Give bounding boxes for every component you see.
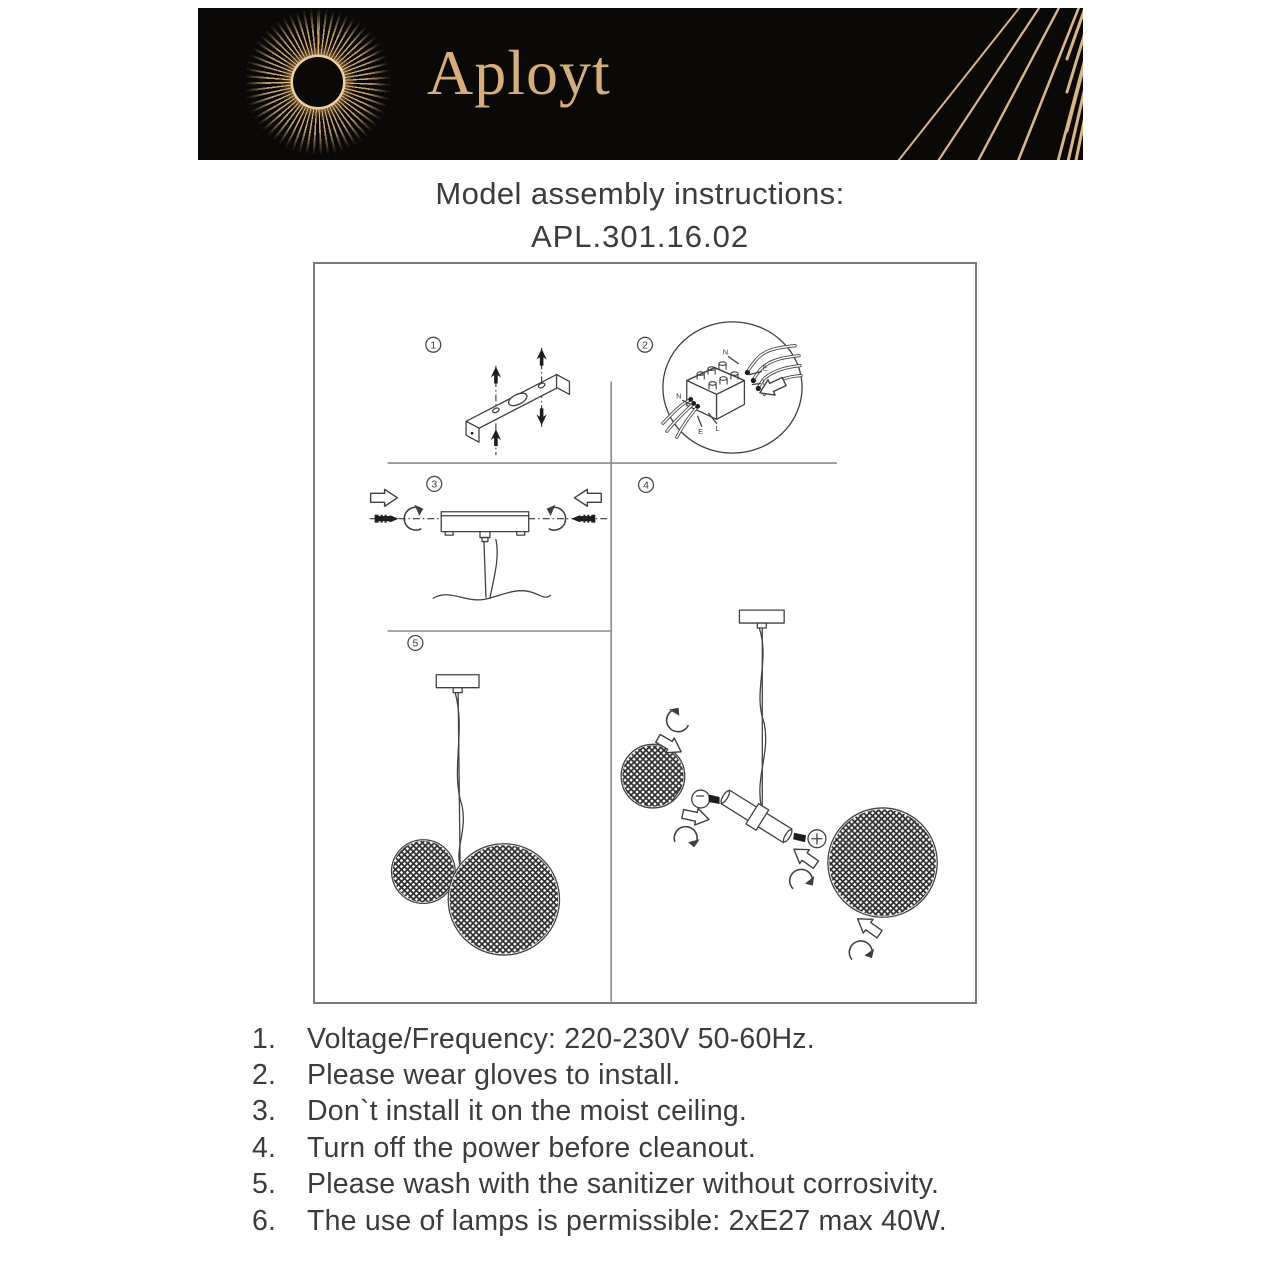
assembly-diagram-svg [315, 264, 975, 1002]
list-item: 6. The use of lamps is permissible: 2xE27 max 40W. [252, 1204, 947, 1237]
step5-assembled-illustration [392, 675, 560, 955]
list-item: 3. Don`t install it on the moist ceiling. [252, 1095, 748, 1128]
instruction-list [252, 1021, 947, 1239]
list-item: 1. Voltage/Frequency: 220-230V 50-60Hz. [252, 1022, 815, 1055]
wire-label-e-bottom: E [698, 427, 704, 437]
step2-badge [638, 337, 653, 352]
wire-label-l-top: L [762, 377, 767, 387]
step4-exploded-illustration [621, 610, 937, 962]
svg-text:3: 3 [431, 479, 438, 491]
mesh-shade-large-assembled [448, 844, 559, 955]
mesh-shade-small-assembled [392, 840, 456, 904]
wire-label-l-bottom: L [715, 424, 720, 434]
step5-badge [408, 635, 423, 650]
model-number: APL.301.16.02 [530, 219, 750, 254]
list-item: 4. Turn off the power before cleanout. [252, 1131, 757, 1164]
svg-text:5: 5 [412, 638, 419, 650]
step3-badge [427, 476, 442, 491]
title-line1: Model assembly instructions: [435, 176, 845, 211]
svg-text:1: 1 [430, 340, 437, 352]
step2-wiring-illustration [663, 322, 802, 453]
mesh-shade-small [621, 744, 685, 808]
brand-banner [198, 8, 1083, 160]
wire-label-n-bottom: N [676, 391, 682, 401]
bulb-right-icon [793, 830, 826, 848]
assembly-diagram [313, 262, 977, 1004]
step4-badge [639, 477, 654, 492]
mesh-shade-large [828, 808, 937, 917]
step1-badge [426, 337, 441, 352]
svg-text:4: 4 [643, 480, 649, 492]
bulb-left-icon [692, 790, 720, 808]
step3-canopy-illustration [370, 489, 608, 600]
svg-text:2: 2 [642, 340, 648, 352]
brand-name: Aployt [427, 37, 611, 108]
page-title [0, 176, 1280, 255]
wire-label-n-top: N [722, 347, 729, 357]
wire-label-e-top: E [762, 363, 768, 373]
starburst-icon [246, 10, 390, 154]
list-item: 5. Please wash with the sanitizer without corrosivity. [252, 1168, 940, 1201]
step1-bracket-illustration [466, 348, 569, 455]
list-item: 2. Please wear gloves to install. [252, 1059, 681, 1092]
